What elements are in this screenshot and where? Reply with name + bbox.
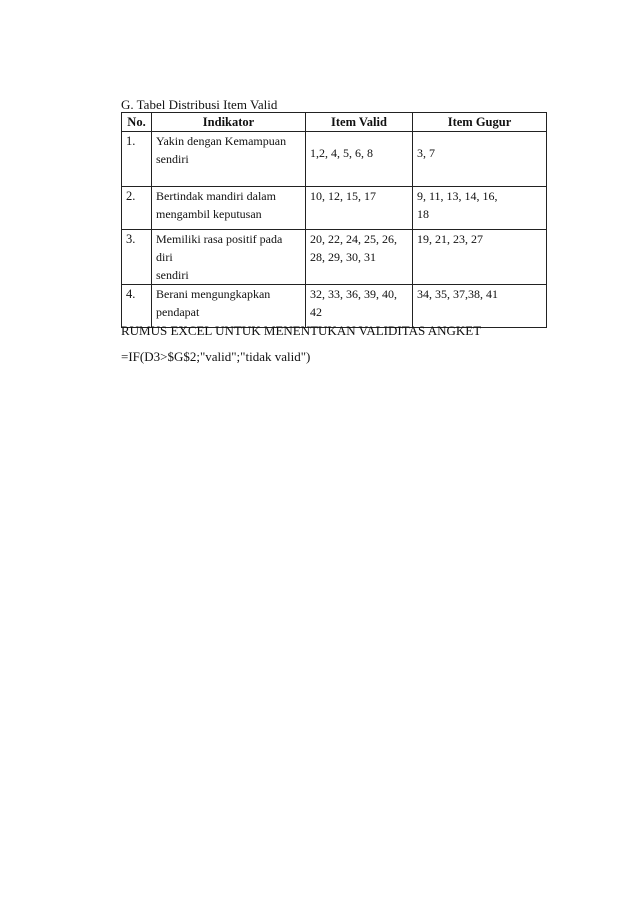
item-valid-line: 20, 22, 24, 25, 26, — [310, 232, 397, 246]
row-indikator — [152, 132, 306, 187]
row-item-valid — [306, 187, 413, 230]
table-row — [122, 187, 547, 230]
row-item-gugur — [413, 230, 547, 285]
row-item-valid — [306, 230, 413, 285]
row-item-valid — [306, 285, 413, 328]
table-row — [122, 230, 547, 285]
header-item-valid: Item Valid — [306, 113, 413, 132]
row-item-gugur — [413, 132, 547, 187]
row-no: 1. — [122, 132, 152, 187]
row-item-gugur — [413, 187, 547, 230]
row-no: 2. — [122, 187, 152, 230]
row-indikator — [152, 285, 306, 328]
indikator-line: Memiliki rasa positif pada diri — [156, 232, 283, 264]
indikator-line: sendiri — [156, 268, 189, 282]
item-gugur-line: 3, 7 — [417, 146, 435, 160]
table-row — [122, 285, 547, 328]
item-gugur-line: 34, 35, 37,38, 41 — [417, 287, 498, 301]
indikator-line: Berani mengungkapkan — [156, 287, 271, 301]
row-item-gugur — [413, 285, 547, 328]
item-valid-line: 10, 12, 15, 17 — [310, 189, 376, 203]
indikator-line: mengambil keputusan — [156, 207, 262, 221]
header-indikator: Indikator — [152, 113, 306, 132]
formula-heading: RUMUS EXCEL UNTUK MENENTUKAN VALIDITAS ANGKET — [121, 323, 482, 338]
item-gugur-line: 9, 11, 13, 14, 16, — [417, 189, 498, 203]
item-distribution-table — [121, 112, 547, 328]
indikator-line: Yakin dengan Kemampuan — [156, 134, 287, 148]
item-valid-line: 32, 33, 36, 39, 40, — [310, 287, 397, 301]
header-no: No. — [122, 113, 152, 132]
indikator-line: pendapat — [156, 305, 200, 319]
item-gugur-line: 18 — [417, 207, 429, 221]
table-caption: G. Tabel Distribusi Item Valid — [121, 97, 278, 112]
table-row — [122, 132, 547, 187]
header-item-gugur: Item Gugur — [413, 113, 547, 132]
item-valid-line: 28, 29, 30, 31 — [310, 250, 376, 264]
row-indikator — [152, 230, 306, 285]
excel-formula: =IF(D3>$G$2;"valid";"tidak valid") — [121, 349, 311, 364]
row-no: 3. — [122, 230, 152, 285]
item-valid-line: 1,2, 4, 5, 6, 8 — [310, 146, 373, 160]
item-gugur-line: 19, 21, 23, 27 — [417, 232, 483, 246]
row-no: 4. — [122, 285, 152, 328]
row-indikator — [152, 187, 306, 230]
item-valid-line: 42 — [310, 305, 322, 319]
indikator-line: sendiri — [156, 152, 189, 166]
table-header-row — [122, 113, 547, 132]
row-item-valid — [306, 132, 413, 187]
indikator-line: Bertindak mandiri dalam — [156, 189, 276, 203]
